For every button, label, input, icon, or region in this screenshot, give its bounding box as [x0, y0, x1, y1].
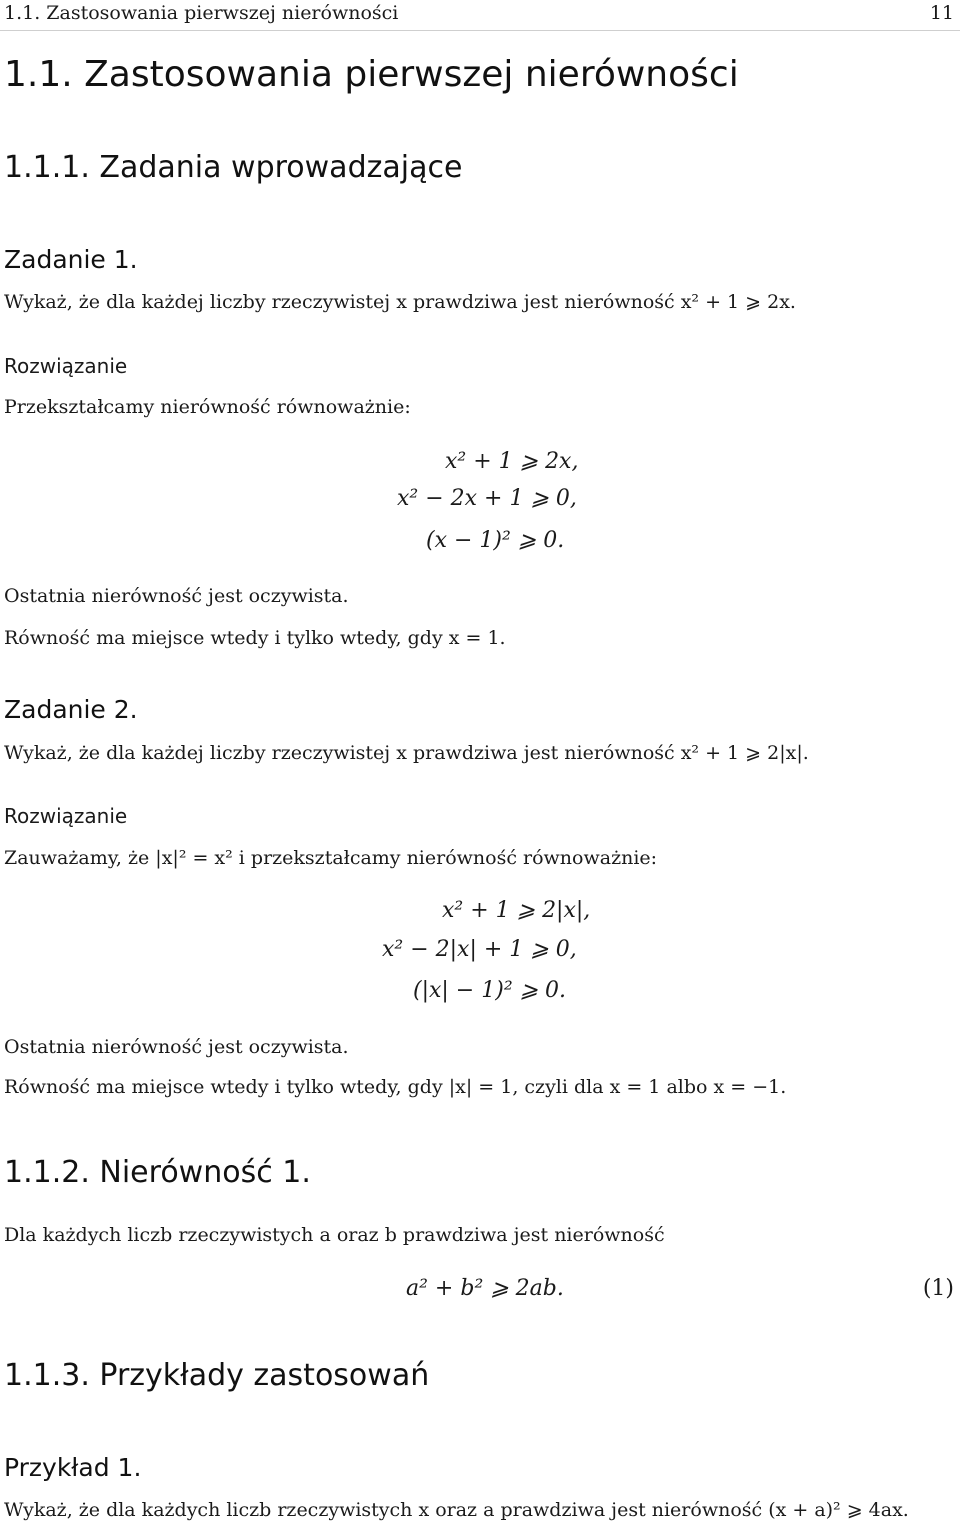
task-1-solution-heading: Rozwiązanie — [4, 354, 128, 378]
task-1-equation-3: (x − 1)² ⩾ 0. — [426, 528, 565, 553]
example-1-heading: Przykład 1. — [4, 1453, 142, 1482]
task-1-equality: Równość ma miejsce wtedy i tylko wtedy, gdy x = 1. — [4, 627, 506, 649]
inequality-1: a² + b² ⩾ 2ab. — [406, 1276, 564, 1301]
task-1-statement: Wykaż, że dla każdej liczby rzeczywistej x prawdziwa jest nierówność x² + 1 ⩾ 2x. — [4, 291, 796, 313]
page-number: 11 — [929, 2, 954, 24]
task-2-intro: Zauważamy, że |x|² = x² i przekształcamy nierówność równoważnie: — [4, 847, 658, 869]
running-header-title: 1.1. Zastosowania pierwszej nierówności — [4, 2, 399, 24]
example-1-statement: Wykaż, że dla każdych liczb rzeczywistych x oraz a prawdziwa jest nierówność (x + a)² ⩾ 4ax. — [4, 1499, 909, 1521]
subsection-title-3: 1.1.3. Przykłady zastosowań — [4, 1358, 430, 1393]
task-1-equation-2: x² − 2x + 1 ⩾ 0, — [397, 486, 577, 511]
task-1-conclusion: Ostatnia nierówność jest oczywista. — [4, 585, 349, 607]
subsection-2-statement: Dla każdych liczb rzeczywistych a oraz b prawdziwa jest nierówność — [4, 1224, 665, 1246]
task-2-conclusion: Ostatnia nierówność jest oczywista. — [4, 1036, 349, 1058]
subsection-title-1: 1.1.1. Zadania wprowadzające — [4, 150, 463, 185]
subsection-title-2: 1.1.2. Nierówność 1. — [4, 1155, 311, 1190]
task-2-equation-2: x² − 2|x| + 1 ⩾ 0, — [382, 937, 577, 962]
task-2-equation-1: x² + 1 ⩾ 2|x|, — [442, 898, 591, 923]
header-rule — [0, 30, 960, 31]
equation-number: (1) — [922, 1276, 954, 1301]
task-2-heading: Zadanie 2. — [4, 695, 138, 724]
task-1-equation-1: x² + 1 ⩾ 2x, — [445, 449, 579, 474]
task-2-equation-3: (|x| − 1)² ⩾ 0. — [413, 978, 567, 1003]
task-2-equality: Równość ma miejsce wtedy i tylko wtedy, gdy |x| = 1, czyli dla x = 1 albo x = −1. — [4, 1076, 787, 1098]
task-1-intro: Przekształcamy nierówność równoważnie: — [4, 396, 411, 418]
task-2-solution-heading: Rozwiązanie — [4, 804, 128, 828]
task-1-heading: Zadanie 1. — [4, 245, 138, 274]
section-title: 1.1. Zastosowania pierwszej nierówności — [4, 54, 739, 95]
task-2-statement: Wykaż, że dla każdej liczby rzeczywistej x prawdziwa jest nierówność x² + 1 ⩾ 2|x|. — [4, 742, 809, 764]
